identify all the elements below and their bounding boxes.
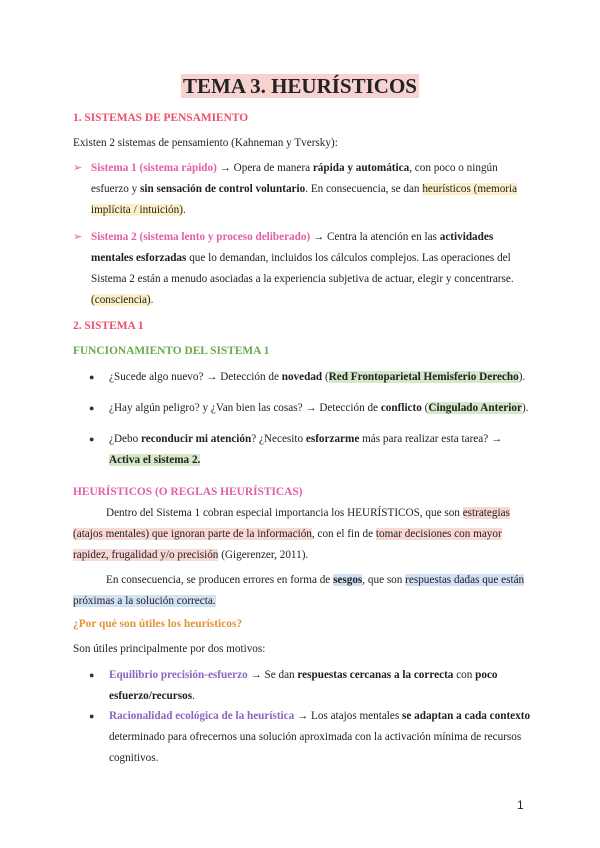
section-heading-heuristicos: HEURÍSTICOS (O REGLAS HEURÍSTICAS)	[73, 486, 303, 498]
list-item-sistema-2: ➢ Sistema 2 (sistema lento y proceso deliberado) → Centra la atención en las actividades mentales esforzadas que lo demandan, incluidos los cálculos complejos. Las operaciones del Sistema 2 están a menudo asociadas a la experiencia subjetiva de actuar, elegir y concentrarse. (consciencia).	[91, 227, 531, 311]
list-item-novedad: ● ¿Sucede algo nuevo? → Detección de novedad (Red Frontoparietal Hemisferio Derecho).	[109, 367, 533, 388]
section-heading-sistema-1: 2. SISTEMA 1	[73, 320, 144, 332]
list-item-conflicto: ● ¿Hay algún peligro? y ¿Van bien las cosas? → Detección de conflicto (Cingulado Anterior).	[109, 398, 533, 419]
subheading-funcionamiento: FUNCIONAMIENTO DEL SISTEMA 1	[73, 345, 270, 357]
paragraph-sesgos: En consecuencia, se producen errores en forma de sesgos, que son respuestas dadas que están próximas a la solución correcta.	[73, 574, 525, 607]
page-title: TEMA 3. HEURÍSTICOS	[183, 74, 417, 98]
list-item-equilibrio: ● Equilibrio precisión-esfuerzo → Se dan respuestas cercanas a la correcta con poco esfuerzo/recursos.	[109, 665, 533, 707]
list-item-sistema-1: ➢ Sistema 1 (sistema rápido) → Opera de manera rápida y automática, con poco o ningún esfuerzo y sin sensación de control voluntario. En consecuencia, se dan heurísticos (memoria implícita / intuición).	[91, 158, 531, 221]
section-intro: Existen 2 sistemas de pensamiento (Kahneman y Tversky):	[73, 137, 338, 149]
arrow-bullet-icon: ➢	[73, 231, 83, 243]
list-item-racionalidad: ● Racionalidad ecológica de la heurística → Los atajos mentales se adaptan a cada contexto determinado para ofrecernos una solución aproximada con la activación mínima de recursos cognitivos.	[109, 706, 533, 769]
subheading-por-que: ¿Por qué son útiles los heurísticos?	[73, 618, 243, 630]
section-heading-sistemas: 1. SISTEMAS DE PENSAMIENTO	[73, 112, 249, 124]
arrow-bullet-icon: ➢	[73, 162, 83, 174]
bullet-icon: ●	[89, 403, 95, 413]
bullet-icon: ●	[89, 670, 95, 680]
bullet-icon: ●	[89, 711, 95, 721]
page-number: 1	[517, 798, 524, 812]
reasons-intro: Son útiles principalmente por dos motivos:	[73, 643, 266, 655]
bullet-icon: ●	[89, 372, 95, 382]
list-item-reconducir: ● ¿Debo reconducir mi atención? ¿Necesito esforzarme más para realizar esta tarea? → Activa el sistema 2.	[109, 429, 533, 471]
bullet-icon: ●	[89, 434, 95, 444]
paragraph-heuristicos: Dentro del Sistema 1 cobran especial importancia los HEURÍSTICOS, que son estrategias (atajos mentales) que ignoran parte de la información, con el fin de tomar decisiones con mayor rapidez, frugalidad y/o precisión (Gigerenzer, 2011).	[73, 507, 510, 561]
